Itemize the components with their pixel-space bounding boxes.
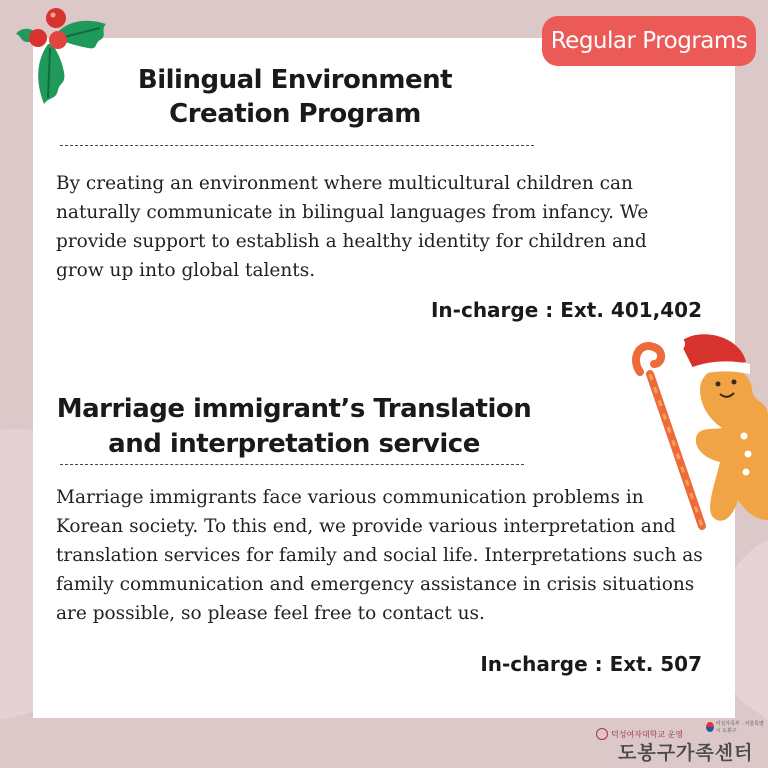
section1-title-line1: Bilingual Environment — [137, 65, 453, 95]
gingerbread-man-icon — [620, 330, 768, 530]
section2-contact: In-charge : Ext. 507 — [480, 652, 702, 676]
section1-body: By creating an environment where multicultural children can naturally communicate in bilingual languages from infancy. We provide support to establish a healthy identity for children and grow up into global talents. — [56, 173, 649, 281]
family-center-name: 도봉구가족센터 — [618, 742, 754, 764]
footer-logos — [596, 718, 768, 768]
section1-divider — [60, 145, 534, 146]
section2-title — [44, 392, 544, 462]
section2-body: Marriage immigrants face various communication problems in Korean society. To this end, we provide various interpretation and translation services for family and social life. Interpretations such as family communication and emergency assistance in crisis situations are possible, so please feel free to contact us. — [56, 487, 703, 624]
section1-title-line2: Creation Program — [169, 99, 421, 129]
section1-contact: In-charge : Ext. 401,402 — [430, 298, 702, 322]
section2-title-line1: Marriage immigrant’s Translation — [56, 394, 532, 424]
regular-programs-badge: Regular Programs — [542, 16, 756, 66]
government-logo-icon — [706, 722, 714, 732]
university-logo-icon — [596, 728, 608, 740]
section2-divider — [60, 464, 524, 465]
section1-title — [120, 63, 470, 131]
section2-title-line2: and interpretation service — [108, 429, 480, 459]
government-mark — [706, 720, 768, 734]
university-name: 덕성여자대학교 운영 — [611, 729, 684, 739]
holly-icon — [8, 0, 118, 120]
ministry-name: 여성가족부 · 서울특별시 도봉구 — [715, 721, 764, 734]
